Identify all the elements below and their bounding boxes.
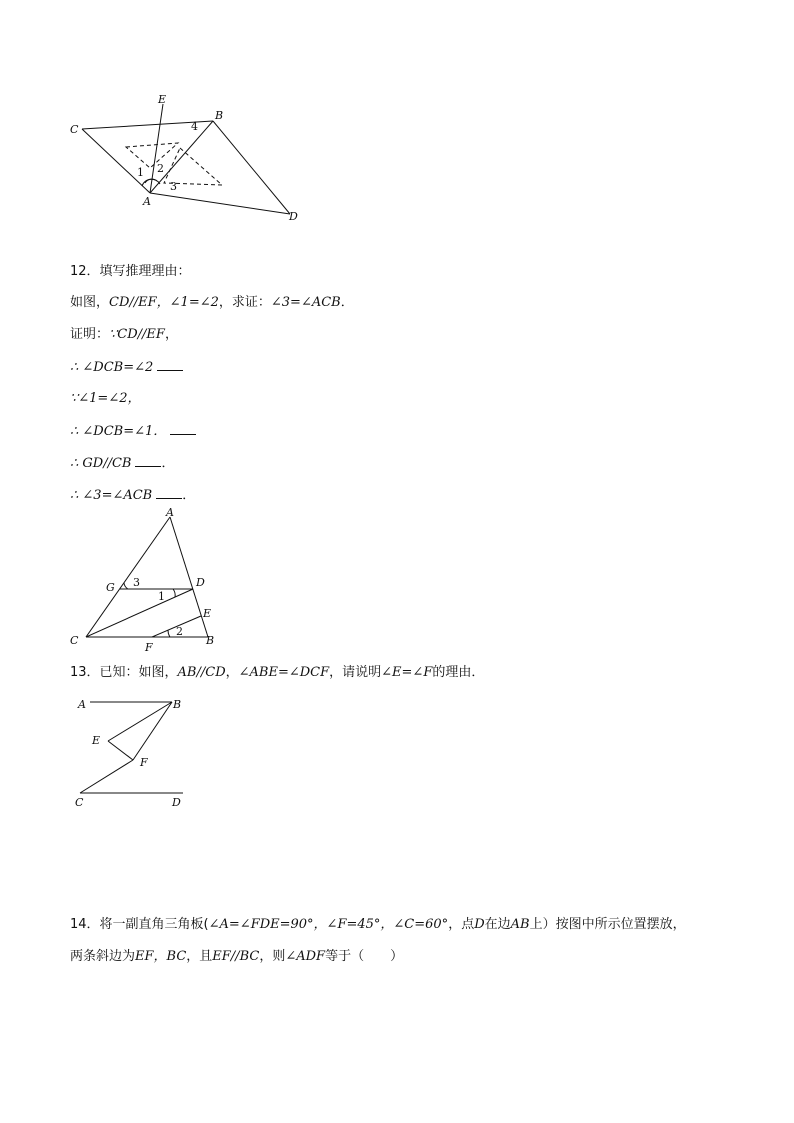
q12-proof-start: 证明：∵CD//EF， bbox=[70, 327, 178, 342]
q12-given: 如图，CD//EF，∠1=∠2，求证：∠3=∠ACB． bbox=[70, 295, 354, 310]
fig12-angle-3: 3 bbox=[133, 576, 140, 589]
q12-step-5: ∴ ∠3=∠ACB ． bbox=[70, 488, 196, 503]
answer-blank-2[interactable] bbox=[170, 422, 196, 435]
answer-blank-4[interactable] bbox=[156, 486, 182, 499]
q12-step-1: ∴ ∠DCB=∠2 bbox=[70, 358, 183, 377]
figure-13-zigzag bbox=[0, 690, 794, 820]
fig1-angle-3: 3 bbox=[170, 180, 177, 193]
answer-blank-1[interactable] bbox=[157, 358, 183, 371]
fig12-label-B: B bbox=[206, 634, 215, 647]
fig12-label-A: A bbox=[166, 506, 174, 519]
fig12-label-D: D bbox=[196, 576, 205, 589]
fig13-label-D: D bbox=[172, 796, 181, 809]
q13-statement: 13．已知：如图，AB//CD，∠ABE=∠DCF，请说明∠E=∠F的理由． bbox=[70, 665, 485, 680]
answer-blank-3[interactable] bbox=[135, 454, 161, 467]
fig12-label-C: C bbox=[70, 634, 79, 647]
fig13-label-F: F bbox=[140, 756, 148, 769]
fig1-angle-1: 1 bbox=[137, 166, 144, 179]
q12-step-2: ∵∠1=∠2， bbox=[70, 391, 141, 406]
figure-1-quadrilateral bbox=[0, 0, 794, 235]
fig13-label-B: B bbox=[173, 698, 182, 711]
fig13-label-A: A bbox=[78, 698, 86, 711]
fig13-label-E: E bbox=[92, 734, 101, 747]
figure-12-triangle bbox=[0, 505, 794, 655]
q12-title: 12．填写推理理由： bbox=[70, 264, 191, 279]
fig12-angle-1: 1 bbox=[158, 590, 165, 603]
fig13-label-C: C bbox=[75, 796, 84, 809]
q12-step-3: ∴ ∠DCB=∠1． bbox=[70, 422, 196, 441]
q14-line-1: 14．将一副直角三角板(∠A=∠FDE=90°，∠F=45°，∠C=60°，点D在边AB上）按图中所示位置摆放， bbox=[70, 917, 686, 932]
fig1-label-C: C bbox=[70, 123, 79, 136]
fig12-angle-2: 2 bbox=[176, 625, 183, 638]
fig12-label-F: F bbox=[145, 641, 153, 654]
q12-step-4: ∴ GD//CB ． bbox=[70, 456, 175, 471]
fig1-angle-4: 4 bbox=[191, 120, 198, 133]
fig12-label-E: E bbox=[203, 607, 212, 620]
fig12-label-G: G bbox=[106, 581, 115, 594]
fig1-label-A: A bbox=[143, 195, 151, 208]
fig1-label-D: D bbox=[289, 210, 298, 223]
fig1-label-B: B bbox=[215, 109, 224, 122]
fig1-angle-2: 2 bbox=[157, 162, 164, 175]
fig1-label-E: E bbox=[158, 93, 167, 106]
q14-line-2: 两条斜边为EF，BC，且EF//BC，则∠ADF等于（ ） bbox=[70, 949, 404, 964]
